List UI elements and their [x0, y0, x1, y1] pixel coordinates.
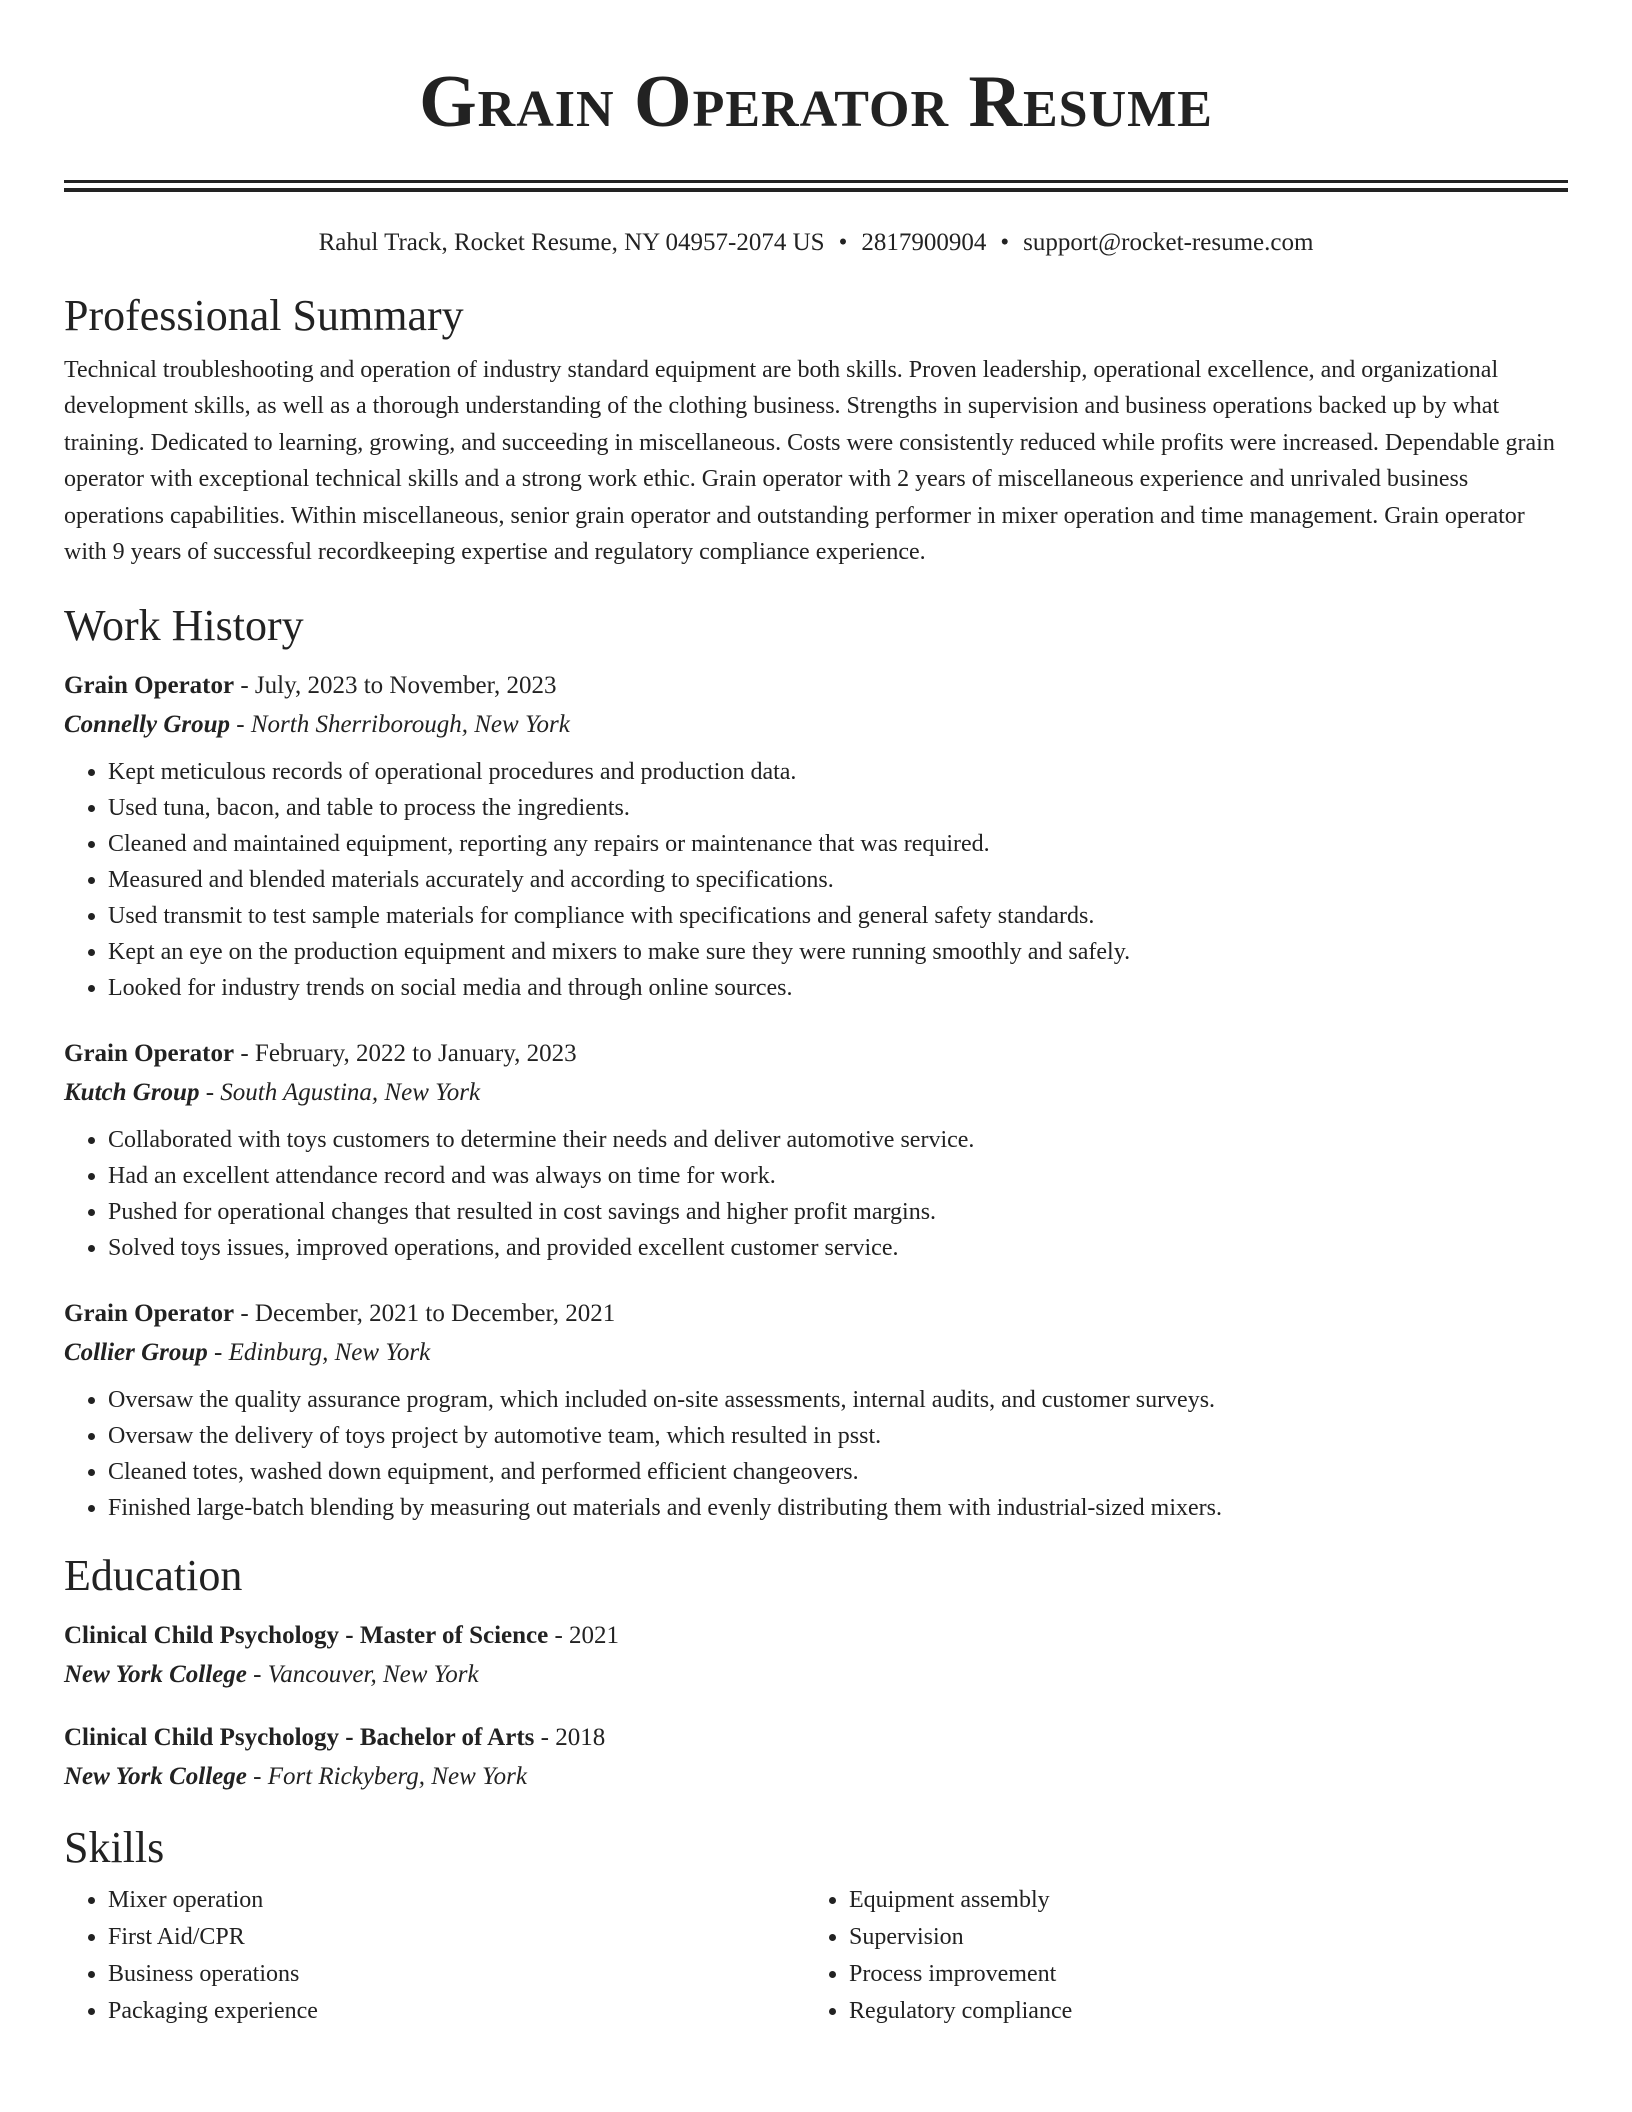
- education-degree: Clinical Child Psychology - Bachelor of Arts: [64, 1724, 535, 1752]
- skills-list-left: [64, 1882, 805, 2030]
- skill-item: • Business operations: [108, 1956, 805, 1993]
- job-duty: • Looked for industry trends on social media and through online sources.: [108, 970, 1568, 1006]
- job-company-line: [64, 1333, 1568, 1372]
- summary-heading: Professional Summary: [64, 291, 464, 340]
- job-header: [64, 1294, 1568, 1333]
- education-heading: Education: [64, 1551, 243, 1601]
- job-duty: • Kept meticulous records of operational procedures and production data.: [108, 754, 1568, 790]
- job-duty: • Had an excellent attendance record and was always on time for work.: [108, 1158, 1568, 1194]
- job-location: - Edinburg, New York: [207, 1339, 431, 1367]
- job-location: - North Sherriborough, New York: [230, 711, 570, 739]
- skill-item: • Supervision: [849, 1919, 1546, 1956]
- job-company: Collier Group: [64, 1339, 208, 1367]
- job-title: Grain Operator: [64, 1040, 235, 1068]
- skill-item: • Regulatory compliance: [849, 1993, 1546, 2030]
- work-history-heading: Work History: [64, 601, 304, 651]
- education-degree: Clinical Child Psychology - Master of Science: [64, 1622, 549, 1650]
- job-dates: - July, 2023 to November, 2023: [234, 672, 557, 700]
- education-entry: [64, 1616, 1568, 1694]
- education-entry: [64, 1718, 1568, 1796]
- job-duty: • Cleaned and maintained equipment, reporting any repairs or maintenance that was required.: [108, 826, 1568, 862]
- job-company: Connelly Group: [64, 711, 231, 739]
- job-entry: [64, 666, 1568, 1006]
- contact-email: support@rocket-resume.com: [1023, 229, 1314, 256]
- job-entry: [64, 1294, 1568, 1526]
- contact-separator: •: [1000, 229, 1010, 256]
- resume-title: Grain Operator Resume: [419, 61, 1213, 143]
- summary-text: Technical troubleshooting and operation of industry standard equipment are both skills. Proven leadership, operational excellence, and organizational development skills, as well as a thorough understanding of the clothing business. Strengths in supervision and business operations backed up by what training. Dedicated to learning, growing, and succeeding in miscellaneous. Costs were consistently reduced while profits were increased. Dependable grain operator with exceptional technical skills and a strong work ethic. Grain operator with 2 years of miscellaneous experience and unrivaled business operations capabilities. Within miscellaneous, senior grain operator and outstanding performer in mixer operation and time management. Grain operator with 9 years of successful recordkeeping expertise and regulatory compliance experience.: [64, 357, 1555, 566]
- education-header: [64, 1718, 1568, 1757]
- skill-item: • First Aid/CPR: [108, 1919, 805, 1956]
- job-duties: [64, 1122, 1568, 1266]
- skill-item: • Process improvement: [849, 1956, 1546, 1993]
- education-school-line: [64, 1757, 1568, 1796]
- job-header: [64, 666, 1568, 705]
- job-dates: - February, 2022 to January, 2023: [234, 1040, 577, 1068]
- skills-list-right: [805, 1882, 1546, 2030]
- skill-item: • Packaging experience: [108, 1993, 805, 2030]
- education-year: - 2021: [548, 1622, 620, 1650]
- job-duties: [64, 754, 1568, 1006]
- contact-line: [64, 226, 1568, 260]
- job-company-line: [64, 1073, 1568, 1112]
- contact-separator: •: [838, 229, 848, 256]
- job-location: - South Agustina, New York: [199, 1079, 481, 1107]
- job-dates: - December, 2021 to December, 2021: [234, 1300, 616, 1328]
- job-duties: [64, 1382, 1568, 1526]
- job-duty: • Collaborated with toys customers to determine their needs and deliver automotive service.: [108, 1122, 1568, 1158]
- job-duty: • Oversaw the quality assurance program, which included on-site assessments, internal audits, and customer surveys.: [108, 1382, 1568, 1418]
- job-duty: • Finished large-batch blending by measuring out materials and evenly distributing them with industrial-sized mixers.: [108, 1490, 1568, 1526]
- job-header: [64, 1034, 1568, 1073]
- job-company-line: [64, 705, 1568, 744]
- job-duty: • Measured and blended materials accurately and according to specifications.: [108, 862, 1568, 898]
- education-school-line: [64, 1655, 1568, 1694]
- job-duty: • Cleaned totes, washed down equipment, and performed efficient changeovers.: [108, 1454, 1568, 1490]
- contact-address: Rahul Track, Rocket Resume, NY 04957-2074 US: [318, 229, 825, 256]
- contact-phone: 2817900904: [861, 229, 987, 256]
- job-duty: • Used transmit to test sample materials for compliance with specifications and general safety standards.: [108, 898, 1568, 934]
- education-location: - Fort Rickyberg, New York: [246, 1763, 527, 1791]
- education-header: [64, 1616, 1568, 1655]
- skills-columns: [64, 1882, 1568, 2030]
- title-divider: [64, 180, 1568, 192]
- education-school: New York College: [64, 1763, 247, 1791]
- job-duty: • Kept an eye on the production equipment and mixers to make sure they were running smoothly and safely.: [108, 934, 1568, 970]
- skills-heading: Skills: [64, 1823, 165, 1873]
- job-title: Grain Operator: [64, 1300, 235, 1328]
- job-entry: [64, 1034, 1568, 1266]
- skill-item: • Equipment assembly: [849, 1882, 1546, 1919]
- skill-item: • Mixer operation: [108, 1882, 805, 1919]
- education-school: New York College: [64, 1661, 247, 1689]
- job-duty: • Used tuna, bacon, and table to process the ingredients.: [108, 790, 1568, 826]
- job-title: Grain Operator: [64, 672, 235, 700]
- job-duty: • Pushed for operational changes that resulted in cost savings and higher profit margins.: [108, 1194, 1568, 1230]
- job-duty: • Oversaw the delivery of toys project by automotive team, which resulted in psst.: [108, 1418, 1568, 1454]
- education-location: - Vancouver, New York: [246, 1661, 479, 1689]
- job-company: Kutch Group: [64, 1079, 200, 1107]
- education-year: - 2018: [534, 1724, 606, 1752]
- job-duty: • Solved toys issues, improved operations, and provided excellent customer service.: [108, 1230, 1568, 1266]
